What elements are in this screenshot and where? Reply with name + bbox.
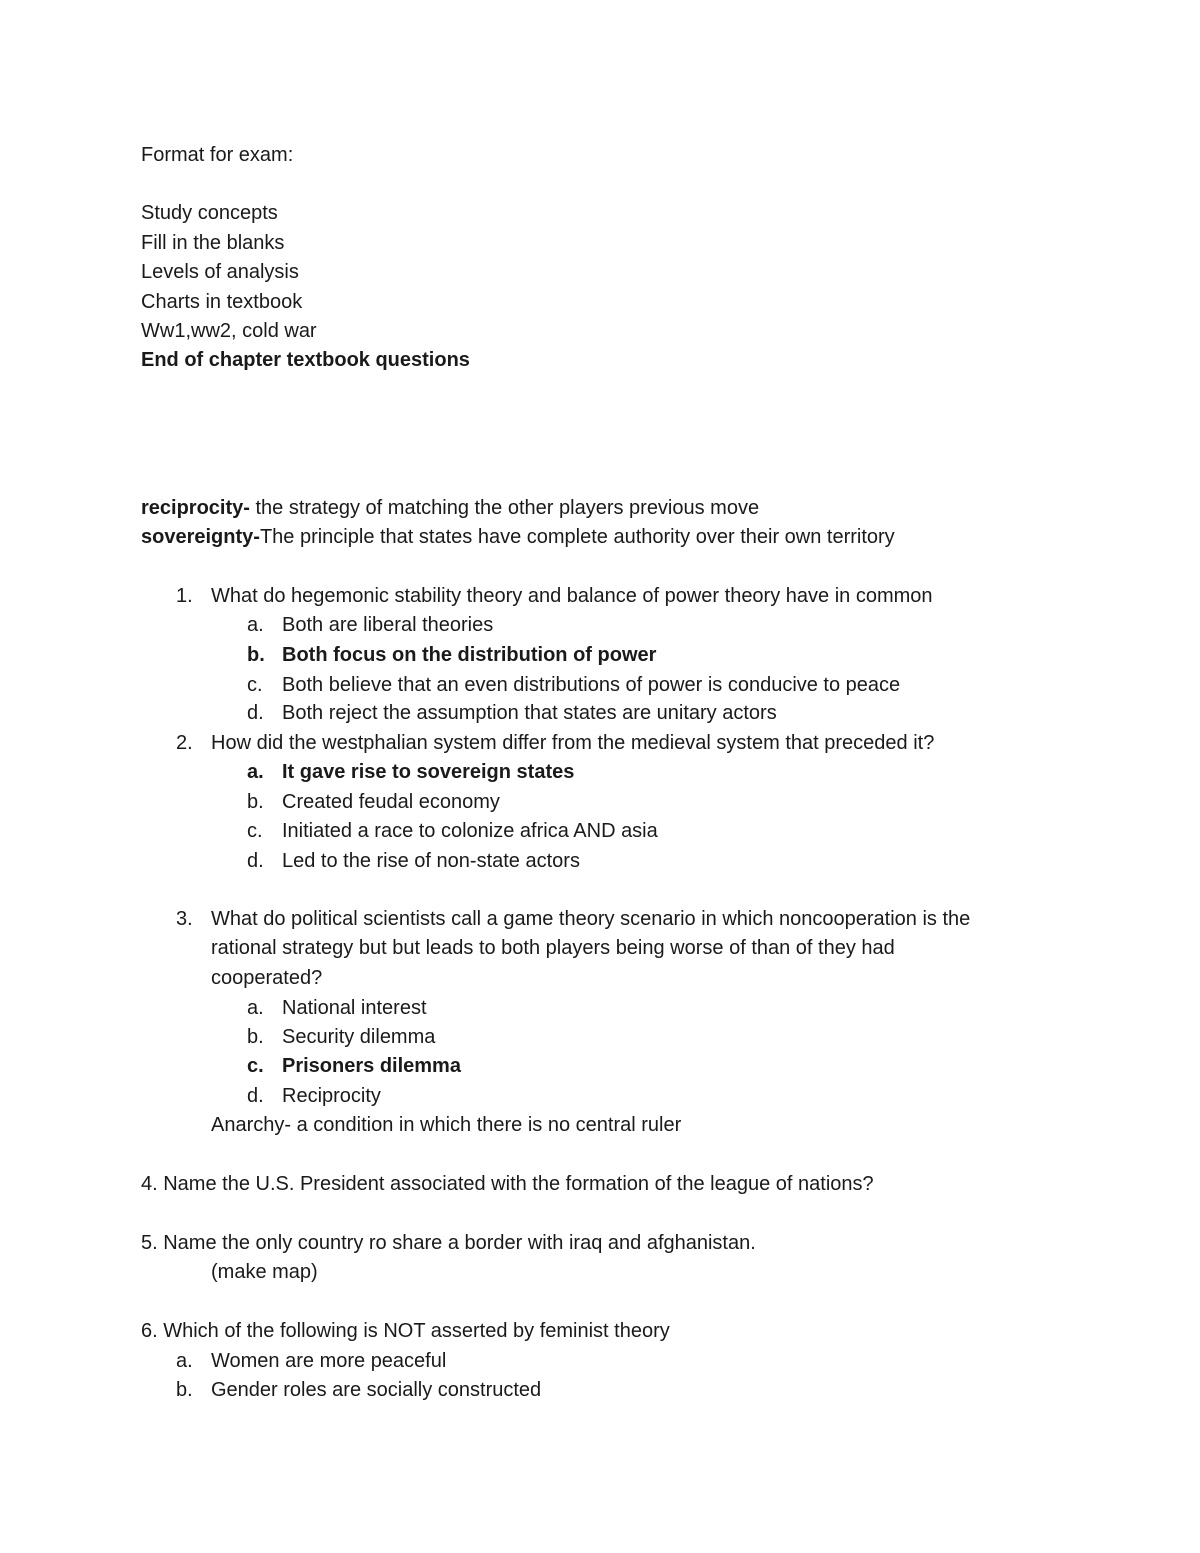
definition-reciprocity (141, 496, 759, 520)
option-letter: b. (176, 1379, 193, 1401)
question-text-line: What do political scientists call a game theory scenario in which noncooperation is the (211, 908, 971, 930)
option-letter: d. (247, 1085, 264, 1107)
option-text: Both believe that an even distributions of power is conducive to peace (282, 674, 901, 696)
question-6: 6. Which of the following is NOT asserted by feminist theory (141, 1320, 670, 1342)
option-letter: b. (247, 791, 264, 813)
format-item: Ww1,ww2, cold war (141, 320, 317, 342)
format-item: Study concepts (141, 202, 278, 224)
option-text-correct: Both focus on the distribution of power (282, 644, 657, 666)
option-text: Both are liberal theories (282, 614, 494, 636)
format-item: Fill in the blanks (141, 232, 285, 254)
option-letter: a. (247, 997, 264, 1019)
option-text: Gender roles are socially constructed (211, 1379, 542, 1401)
anarchy-note: Anarchy- a condition in which there is no central ruler (211, 1114, 682, 1136)
definition-term: sovereignty- (141, 526, 260, 548)
option-letter: d. (247, 850, 264, 872)
option-letter: c. (247, 674, 263, 696)
question-number: 1. (176, 585, 193, 607)
definition-term: reciprocity- (141, 497, 250, 519)
option-letter: a. (176, 1350, 193, 1372)
option-text: Initiated a race to colonize africa AND asia (282, 820, 658, 842)
option-text-correct: It gave rise to sovereign states (282, 761, 575, 783)
definition-text: the strategy of matching the other players previous move (249, 497, 760, 519)
option-letter: a. (247, 614, 264, 636)
option-text-correct: Prisoners dilemma (282, 1055, 461, 1077)
format-heading: Format for exam: (141, 144, 294, 166)
question-text-line: rational strategy but but leads to both players being worse of than of they had (211, 937, 895, 959)
question-number: 3. (176, 908, 193, 930)
question-text: What do hegemonic stability theory and balance of power theory have in common (211, 585, 933, 607)
question-5-note: (make map) (211, 1261, 318, 1283)
option-letter: d. (247, 702, 264, 724)
option-text: Both reject the assumption that states are unitary actors (282, 702, 777, 724)
option-text: Created feudal economy (282, 791, 500, 813)
option-text: Reciprocity (282, 1085, 381, 1107)
format-bold-item: End of chapter textbook questions (141, 349, 470, 371)
question-5: 5. Name the only country ro share a border with iraq and afghanistan. (141, 1232, 756, 1254)
question-text-line: cooperated? (211, 967, 323, 989)
definition-sovereignty (141, 525, 895, 549)
option-text: Security dilemma (282, 1026, 436, 1048)
question-number: 2. (176, 732, 193, 754)
format-item: Charts in textbook (141, 291, 303, 313)
question-4: 4. Name the U.S. President associated with the formation of the league of nations? (141, 1173, 874, 1195)
option-letter: c. (247, 1055, 264, 1077)
option-text: National interest (282, 997, 427, 1019)
option-letter: b. (247, 1026, 264, 1048)
option-text: Women are more peaceful (211, 1350, 447, 1372)
definition-text: The principle that states have complete authority over their own territory (259, 526, 895, 548)
option-letter: a. (247, 761, 264, 783)
question-text: How did the westphalian system differ from the medieval system that preceded it? (211, 732, 935, 754)
format-item: Levels of analysis (141, 261, 299, 283)
option-letter: b. (247, 644, 265, 666)
option-letter: c. (247, 820, 263, 842)
option-text: Led to the rise of non-state actors (282, 850, 580, 872)
